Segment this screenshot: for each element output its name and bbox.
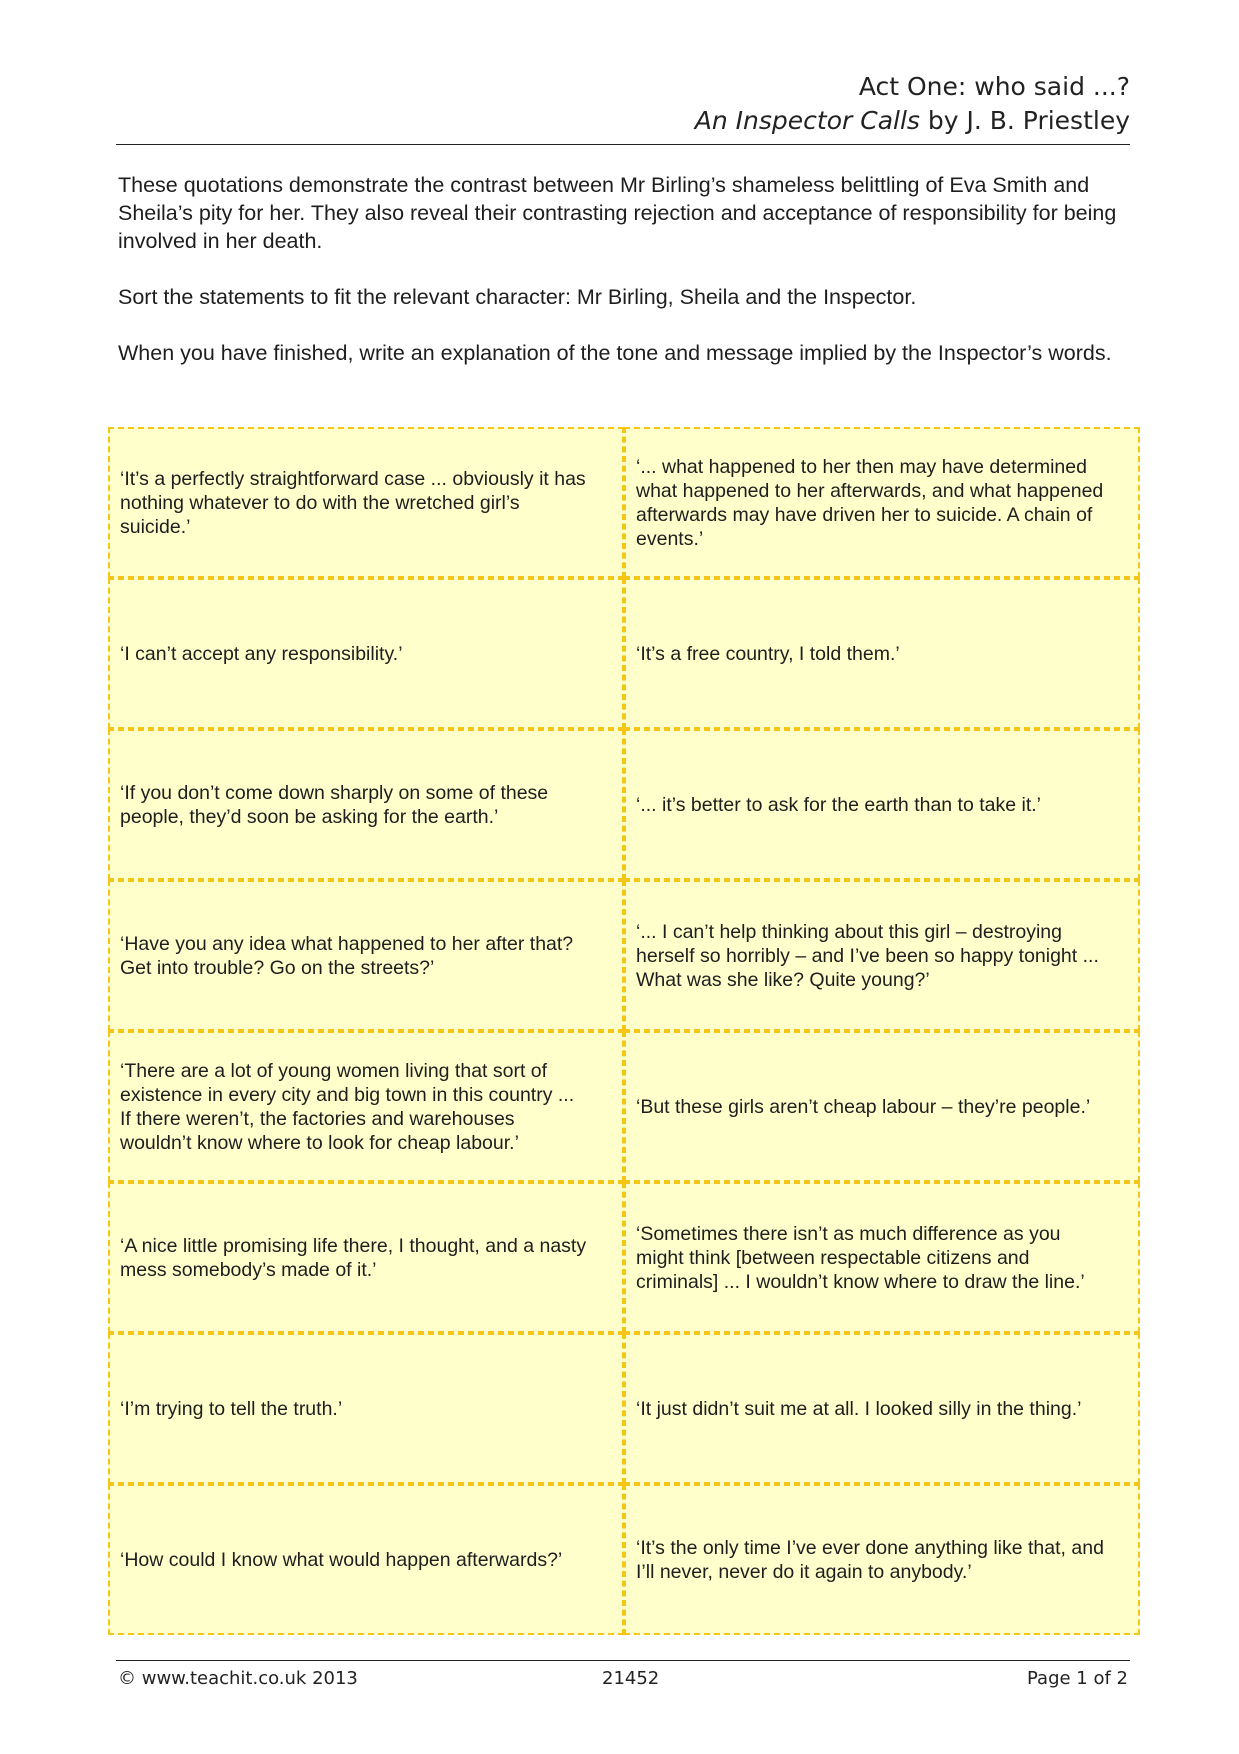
quotation-text: ‘I’m trying to tell the truth.’ (120, 1397, 343, 1420)
page-header (116, 70, 1130, 145)
page-footer (116, 1660, 1130, 1695)
quotation-text: ‘If you don’t come down sharply on some of these people, they’d soon be asking for the earth.’ (120, 781, 549, 828)
quotation-card[interactable] (624, 1333, 1140, 1484)
quotation-card[interactable] (108, 1182, 624, 1333)
quotation-card[interactable] (624, 427, 1140, 578)
quotation-card[interactable] (624, 1182, 1140, 1333)
quotation-text: ‘It just didn’t suit me at all. I looked silly in the thing.’ (636, 1397, 1082, 1420)
quotation-card[interactable] (624, 729, 1140, 880)
quotation-text: ‘It’s a free country, I told them.’ (636, 642, 900, 665)
instructions-paragraph-3: When you have finished, write an explanation of the tone and message implied by the Inspector’s words. (118, 341, 1112, 365)
resource-code: 21452 (602, 1668, 660, 1689)
quotation-text: ‘There are a lot of young women living that sort of existence in every city and big town in this country ... If there weren’t, the factories and warehouses wouldn’t know where to look for cheap labour.’ (120, 1059, 575, 1154)
quotation-text: ‘I can’t accept any responsibility.’ (120, 642, 403, 665)
quotation-card[interactable] (624, 880, 1140, 1031)
quotation-text: ‘... it’s better to ask for the earth than to take it.’ (636, 793, 1042, 816)
worksheet-subtitle (116, 104, 1130, 138)
quotation-card[interactable] (108, 1031, 624, 1182)
quotation-text: ‘... what happened to her then may have determined what happened to her afterwards, and what happened afterwards may have driven her to suicide. A chain of events.’ (636, 455, 1104, 550)
quotation-card[interactable] (108, 729, 624, 880)
quotation-text: ‘But these girls aren’t cheap labour – they’re people.’ (636, 1095, 1091, 1118)
worksheet-title: Act One: who said ...? (858, 72, 1130, 101)
quotation-card[interactable] (624, 1484, 1140, 1635)
quotation-card[interactable] (108, 427, 624, 578)
play-author: by J. B. Priestley (919, 106, 1130, 135)
quotation-card[interactable] (108, 1484, 624, 1635)
quotation-text: ‘Sometimes there isn’t as much difference as you might think [between respectable citizens and criminals] ... I wouldn’t know where to draw the line.’ (636, 1222, 1085, 1293)
quotation-text: ‘How could I know what would happen afterwards?’ (120, 1548, 563, 1571)
page-number: Page 1 of 2 (1027, 1668, 1128, 1689)
quotation-card[interactable] (624, 578, 1140, 729)
instructions-paragraph-2: Sort the statements to fit the relevant character: Mr Birling, Sheila and the Inspector. (118, 285, 917, 309)
quotation-card-grid (108, 427, 1140, 1635)
instructions (118, 171, 1118, 395)
quotation-text: ‘A nice little promising life there, I thought, and a nasty mess somebody’s made of it.’ (120, 1234, 587, 1281)
copyright-notice: © www.teachit.co.uk 2013 (118, 1668, 358, 1689)
play-title: An Inspector Calls (694, 106, 920, 135)
quotation-text: ‘... I can’t help thinking about this girl – destroying herself so horribly – and I’ve been so happy tonight ... What was she like? Quite young?’ (636, 920, 1099, 991)
instructions-paragraph-1: These quotations demonstrate the contrast between Mr Birling’s shameless belittling of Eva Smith and Sheila’s pity for her. They also reveal their contrasting rejection and acceptance of responsibility for being involved in her death. (118, 173, 1117, 253)
quotation-card[interactable] (108, 1333, 624, 1484)
quotation-card[interactable] (624, 1031, 1140, 1182)
quotation-text: ‘Have you any idea what happened to her after that? Get into trouble? Go on the streets?’ (120, 932, 574, 979)
quotation-card[interactable] (108, 578, 624, 729)
quotation-text: ‘It’s a perfectly straightforward case ... obviously it has nothing whatever to do with the wretched girl’s suicide.’ (120, 467, 586, 538)
quotation-card[interactable] (108, 880, 624, 1031)
quotation-text: ‘It’s the only time I’ve ever done anything like that, and I’ll never, never do it again to anybody.’ (636, 1536, 1104, 1583)
